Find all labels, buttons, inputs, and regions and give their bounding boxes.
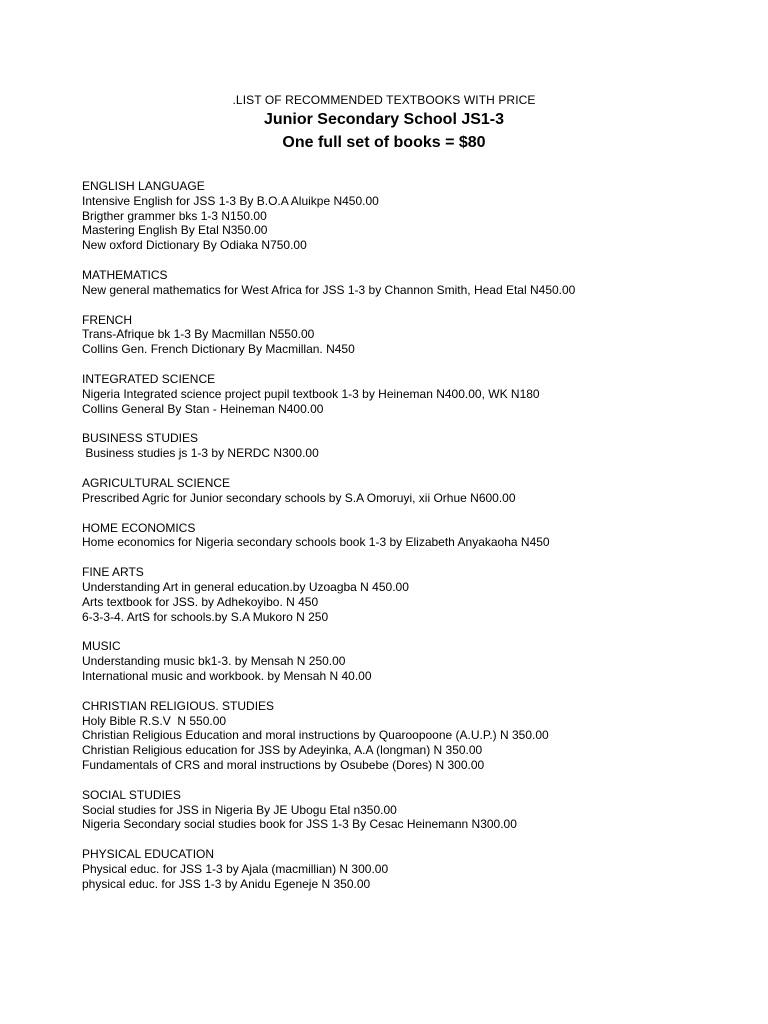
subject-title: SOCIAL STUDIES [82, 787, 181, 802]
book-entry: International music and workbook. by Mensah N 40.00 [82, 668, 372, 683]
school-level-title: Junior Secondary School JS1-3 [263, 111, 505, 128]
set-price-title: One full set of books = $80 [282, 134, 486, 151]
book-entry: New oxford Dictionary By Odiaka N750.00 [82, 238, 307, 253]
book-entry: Nigeria Integrated science project pupil textbook 1-3 by Heineman N400.00, WK N180 [82, 386, 540, 401]
subject-title: AGRICULTURAL SCIENCE [82, 475, 231, 490]
book-entry: physical educ. for JSS 1-3 by Anidu Egeneje N 350.00 [82, 876, 371, 891]
subject-section [82, 268, 742, 298]
book-entry: Understanding Art in general education.by Uzoagba N 450.00 [82, 579, 409, 594]
textbook-sections [82, 179, 742, 906]
subject-title: HOME ECONOMICS [82, 520, 196, 535]
subject-section [82, 639, 742, 683]
subject-title: MATHEMATICS [82, 267, 168, 282]
subject-title: FINE ARTS [82, 565, 144, 580]
subject-title: MUSIC [82, 639, 121, 654]
book-entry: Home economics for Nigeria secondary schools book 1-3 by Elizabeth Anyakaoha N450 [82, 535, 550, 550]
book-entry: New general mathematics for West Africa for JSS 1-3 by Channon Smith, Head Etal N450.00 [82, 282, 576, 297]
book-entry: 6-3-3-4. ArtS for schools.by S.A Mukoro N 250 [82, 609, 329, 624]
book-entry: Brigther grammer bks 1-3 N150.00 [82, 208, 267, 223]
book-entry: Holy Bible R.S.V N 550.00 [82, 713, 227, 728]
subject-title: CHRISTIAN RELIGIOUS. STUDIES [82, 698, 275, 713]
subject-section [82, 179, 742, 253]
subject-section [82, 313, 742, 357]
book-entry: Social studies for JSS in Nigeria By JE Ubogu Etal n350.00 [82, 802, 397, 817]
book-entry: Christian Religious Education and moral instructions by Quaroopoone (A.U.P.) N 350.00 [82, 728, 549, 743]
book-entry: Collins General By Stan - Heineman N400.00 [82, 401, 324, 416]
book-entry: Collins Gen. French Dictionary By Macmillan. N450 [82, 342, 355, 357]
book-entry: Arts textbook for JSS. by Adhekoyibo. N 450 [82, 594, 319, 609]
subject-title: FRENCH [82, 312, 132, 327]
book-entry: Nigeria Secondary social studies book for JSS 1-3 By Cesac Heinemann N300.00 [82, 817, 517, 832]
book-entry: Prescribed Agric for Junior secondary schools by S.A Omoruyi, xii Orhue N600.00 [82, 490, 516, 505]
subject-section [82, 699, 742, 773]
subject-section [82, 372, 742, 416]
book-entry: Physical educ. for JSS 1-3 by Ajala (macmillian) N 300.00 [82, 861, 389, 876]
subject-section [82, 788, 742, 832]
subject-title: PHYSICAL EDUCATION [82, 847, 215, 862]
subject-title: ENGLISH LANGUAGE [82, 179, 205, 193]
document-heading [0, 92, 768, 154]
subject-section [82, 847, 742, 891]
book-entry: Trans-Afrique bk 1-3 By Macmillan N550.00 [82, 327, 315, 342]
book-entry: Mastering English By Etal N350.00 [82, 223, 268, 238]
book-entry: Fundamentals of CRS and moral instructions by Osubebe (Dores) N 300.00 [82, 757, 485, 772]
book-entry: Intensive English for JSS 1-3 By B.O.A Aluikpe N450.00 [82, 193, 379, 208]
subject-section [82, 431, 742, 461]
book-entry: Understanding music bk1-3. by Mensah N 250.00 [82, 654, 346, 669]
subject-title: INTEGRATED SCIENCE [82, 371, 216, 386]
book-entry: Business studies js 1-3 by NERDC N300.00 [82, 446, 319, 461]
subject-section [82, 476, 742, 506]
subject-section [82, 565, 742, 624]
subject-title: BUSINESS STUDIES [82, 431, 199, 446]
list-title: .LIST OF RECOMMENDED TEXTBOOKS WITH PRICE [232, 93, 536, 107]
book-entry: Christian Religious education for JSS by Adeyinka, A.A (longman) N 350.00 [82, 743, 483, 758]
subject-section [82, 521, 742, 551]
